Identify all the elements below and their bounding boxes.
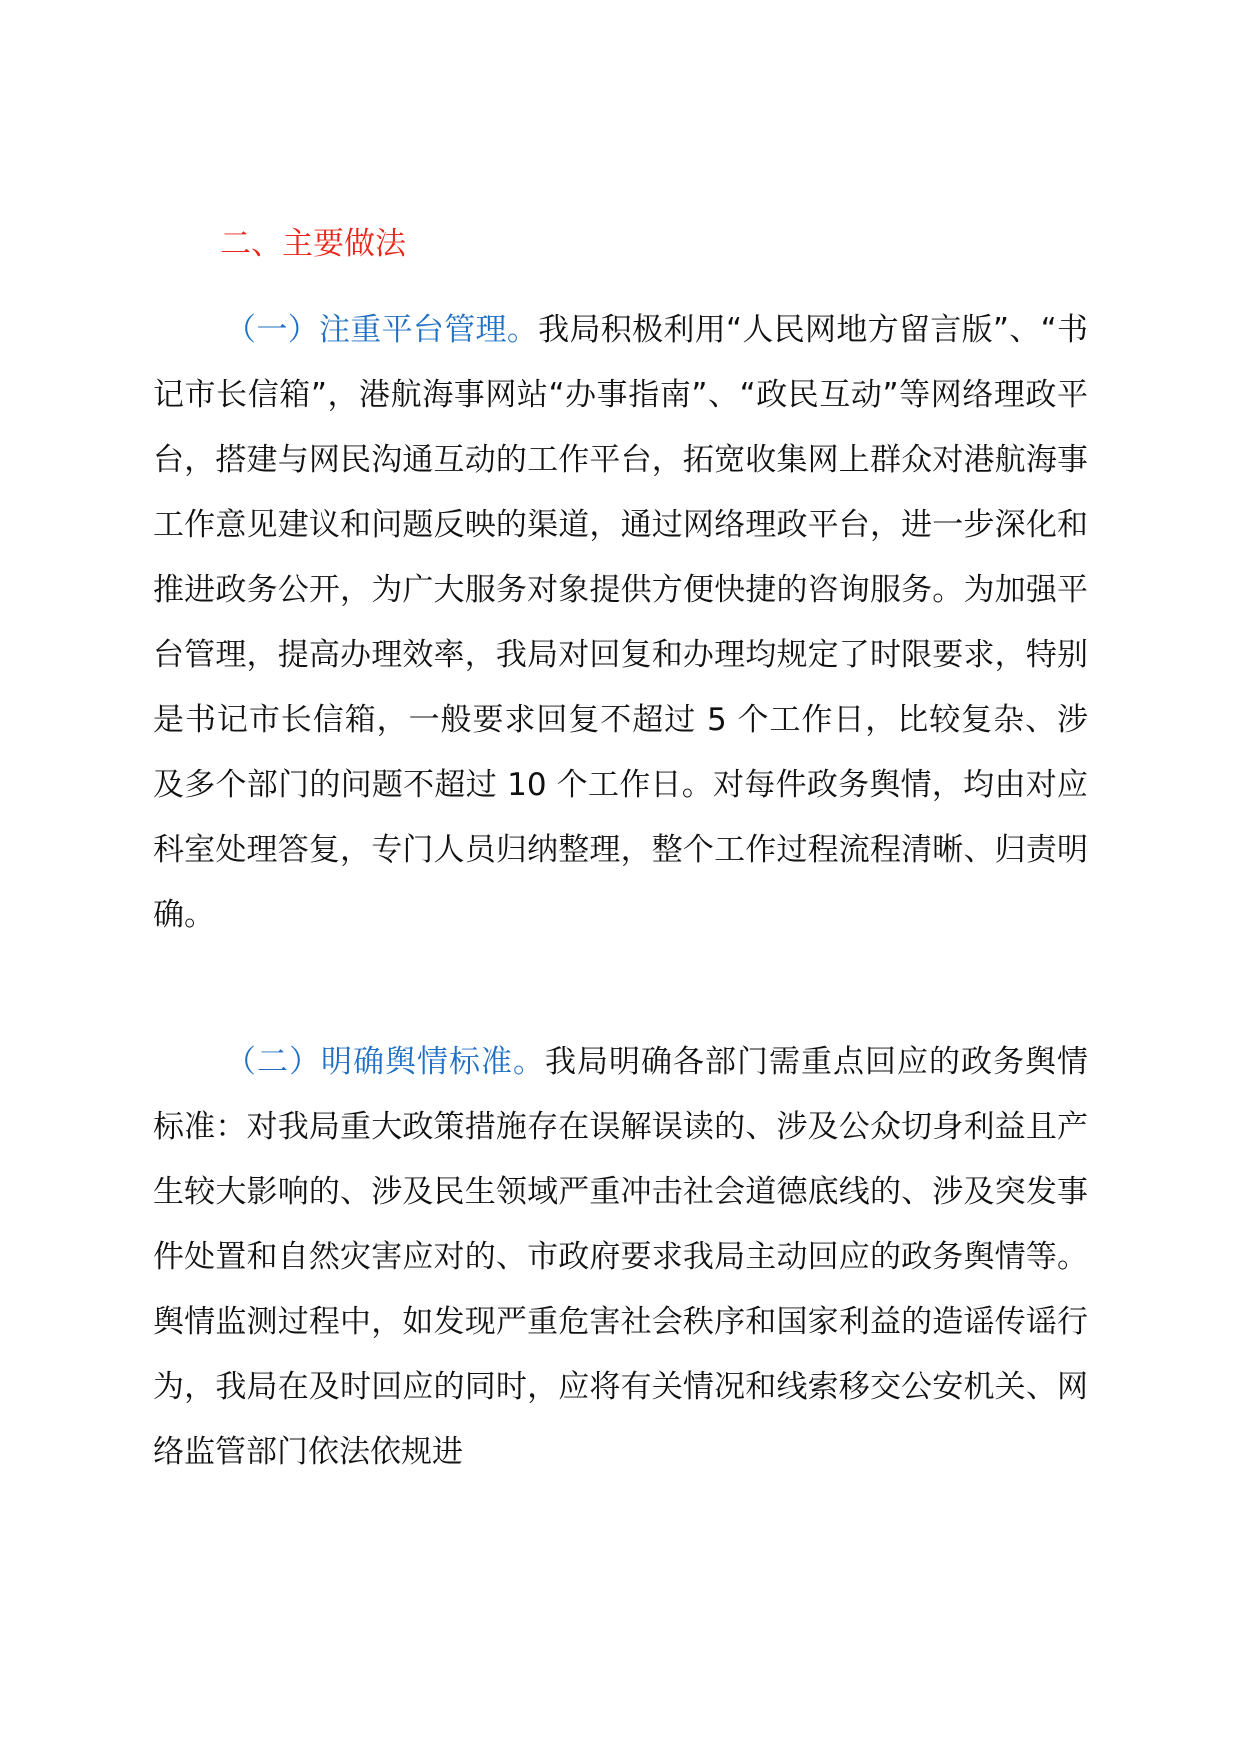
section-heading: 二、主要做法 <box>220 226 406 262</box>
paragraph-platform-management <box>153 298 1088 948</box>
subheading-public-opinion-standards: （二）明确舆情标准。 <box>225 1044 545 1080</box>
subheading-platform-management: （一）注重平台管理。 <box>225 312 539 348</box>
paragraph-body: 我局积极利用“人民网地方留言版”、“书记市长信箱”，港航海事网站“办事指南”、“政民互动”等网络理政平台，搭建与网民沟通互动的工作平台，拓宽收集网上群众对港航海事工作意见建议和问题反映的渠道，通过网络理政平台，进一步深化和推进政务公开，为广大服务对象提供方便快捷的咨询服务。为加强平台管理，提高办理效率，我局对回复和办理均规定了时限要求，特别是书记市长信箱，一般要求回复不超过 5 个工作日，比较复杂、涉及多个部门的问题不超过 10 个工作日。对每件政务舆情，均由对应科室处理答复，专门人员归纳整理，整个工作过程流程清晰、归责明确。 <box>153 312 1088 933</box>
paragraph-public-opinion-standards <box>153 1030 1088 1485</box>
paragraph-body: 我局明确各部门需重点回应的政务舆情标准：对我局重大政策措施存在误解误读的、涉及公众切身利益且产生较大影响的、涉及民生领域严重冲击社会道德底线的、涉及突发事件处置和自然灾害应对的、市政府要求我局主动回应的政务舆情等。舆情监测过程中，如发现严重危害社会秩序和国家利益的造谣传谣行为，我局在及时回应的同时，应将有关情况和线索移交公安机关、网络监管部门依法依规进 <box>153 1044 1088 1470</box>
